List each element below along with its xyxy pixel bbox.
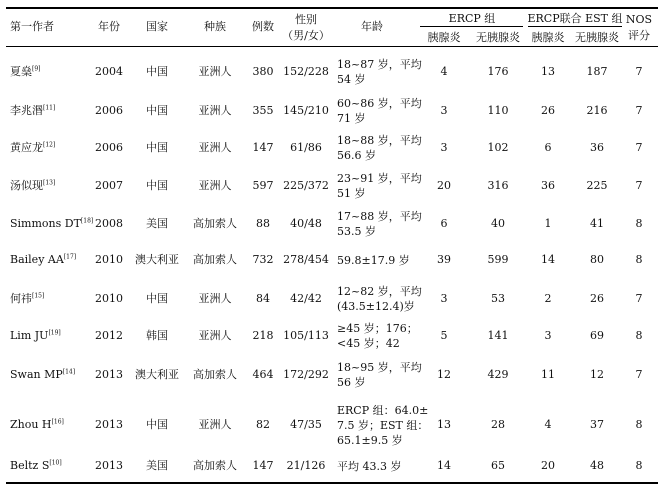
cell-sex: 278/454 (283, 253, 329, 266)
header-rule (6, 46, 658, 47)
cell-ercp-no-pancreatitis: 429 (487, 368, 509, 381)
cell-country: 韩国 (146, 329, 168, 342)
header-nos-score: 评分 (628, 29, 650, 42)
reference-mark: [11] (43, 104, 56, 112)
cell-country: 澳大利亚 (135, 368, 179, 381)
cell-ercp-no-pancreatitis: 141 (487, 329, 509, 342)
cell-est-no-pancreatitis: 41 (590, 217, 604, 230)
cell-author (10, 458, 62, 473)
cell-ercp-pancreatitis: 13 (437, 418, 451, 431)
cell-age-line: 23~91 岁，平均 (337, 172, 422, 185)
cell-country: 美国 (146, 217, 168, 230)
cell-age-line: 平均 43.3 岁 (337, 459, 402, 473)
cell-est-pancreatitis: 2 (544, 292, 552, 305)
cell-sex: 145/210 (283, 104, 329, 117)
header-est-pancreatitis: 胰腺炎 (531, 31, 565, 44)
cell-age-line: 17~88 岁，平均 (337, 210, 422, 223)
cell-year: 2013 (95, 418, 123, 431)
cell-age-line: 18~95 岁，平均 (337, 361, 422, 374)
cell-country: 中国 (146, 292, 168, 305)
cell-cases: 82 (256, 418, 270, 431)
cell-ercp-no-pancreatitis: 176 (487, 65, 509, 78)
reference-mark: [19] (48, 329, 61, 337)
header-ercp-pancreatitis: 胰腺炎 (427, 31, 461, 44)
header-year: 年份 (98, 20, 120, 33)
cell-est-pancreatitis: 26 (541, 104, 555, 117)
header-est-no-pancreatitis: 无胰腺炎 (575, 31, 619, 44)
cell-nos: 7 (635, 65, 643, 78)
header-author: 第一作者 (10, 20, 54, 33)
cell-race: 亚洲人 (198, 292, 232, 305)
author-name: Lim JU (10, 329, 49, 342)
header-ercp-no-pancreatitis: 无胰腺炎 (476, 31, 520, 44)
cell-age-line: (43.5±12.4)岁 (337, 300, 415, 313)
cell-age-line: 54 岁 (337, 73, 366, 86)
author-name: 夏燊 (10, 65, 32, 78)
cell-race: 高加索人 (193, 217, 237, 230)
cell-est-no-pancreatitis: 26 (590, 292, 604, 305)
cell-sex: 42/42 (290, 292, 322, 305)
header-est-group: ERCP联合 EST 组 (527, 12, 623, 25)
cell-author (10, 252, 76, 267)
cell-sex: 172/292 (283, 368, 329, 381)
cell-race: 亚洲人 (198, 329, 232, 342)
cell-author (10, 103, 55, 118)
header-nos: NOS (625, 13, 653, 26)
cell-nos: 8 (635, 253, 643, 266)
cell-est-no-pancreatitis: 37 (590, 418, 604, 431)
cell-est-no-pancreatitis: 225 (586, 179, 608, 192)
cell-age-line: 7.5 岁；EST 组： (337, 418, 429, 432)
cell-nos: 8 (635, 459, 643, 472)
cell-age-line: 53.5 岁 (337, 225, 376, 238)
cell-age-line: 60~86 岁，平均 (337, 97, 422, 110)
header-age: 年龄 (361, 20, 383, 33)
cell-cases: 147 (252, 459, 274, 472)
author-name: 何祎 (10, 292, 32, 305)
cell-nos: 7 (635, 179, 643, 192)
cell-ercp-pancreatitis: 12 (437, 368, 451, 381)
author-name: Zhou H (10, 418, 52, 431)
cell-cases: 88 (256, 217, 270, 230)
cell-ercp-no-pancreatitis: 53 (491, 292, 505, 305)
bottom-rule (6, 482, 658, 484)
cell-nos: 7 (635, 368, 643, 381)
ercp-group-rule (420, 26, 523, 27)
cell-ercp-pancreatitis: 3 (440, 292, 448, 305)
cell-ercp-no-pancreatitis: 28 (491, 418, 505, 431)
cell-age-line: 56.6 岁 (337, 149, 376, 162)
cell-year: 2013 (95, 368, 123, 381)
cell-sex: 61/86 (290, 141, 322, 154)
cell-race: 高加索人 (193, 253, 237, 266)
cell-est-no-pancreatitis: 69 (590, 329, 604, 342)
cell-est-no-pancreatitis: 12 (590, 368, 604, 381)
cell-est-no-pancreatitis: 187 (586, 65, 608, 78)
cell-est-pancreatitis: 1 (544, 217, 552, 230)
cell-age-line: 56 岁 (337, 376, 366, 389)
cell-est-no-pancreatitis: 80 (590, 253, 604, 266)
cell-country: 美国 (146, 459, 168, 472)
cell-author (10, 291, 44, 306)
header-sex-sub: （男/女） (282, 29, 330, 42)
cell-race: 亚洲人 (198, 65, 232, 78)
cell-nos: 7 (635, 141, 643, 154)
cell-est-pancreatitis: 14 (541, 253, 555, 266)
cell-ercp-pancreatitis: 39 (437, 253, 451, 266)
reference-mark: [15] (32, 292, 45, 300)
cell-sex: 47/35 (290, 418, 322, 431)
cell-est-pancreatitis: 11 (541, 368, 555, 381)
author-name: 李兆湣 (10, 104, 43, 117)
cell-race: 高加索人 (193, 459, 237, 472)
cell-cases: 380 (252, 65, 274, 78)
cell-ercp-pancreatitis: 14 (437, 459, 451, 472)
cell-author (10, 140, 55, 155)
reference-mark: [16] (51, 418, 64, 426)
cell-age-line: ≥45 岁；176； (337, 322, 418, 335)
cell-nos: 8 (635, 217, 643, 230)
cell-nos: 8 (635, 329, 643, 342)
cell-country: 中国 (146, 179, 168, 192)
reference-mark: [12] (43, 141, 56, 149)
cell-year: 2006 (95, 104, 123, 117)
cell-country: 中国 (146, 65, 168, 78)
cell-ercp-no-pancreatitis: 599 (487, 253, 509, 266)
reference-mark: [9] (32, 65, 41, 73)
cell-age-line: 65.1±9.5 岁 (337, 433, 403, 447)
cell-est-pancreatitis: 13 (541, 65, 555, 78)
cell-cases: 84 (256, 292, 270, 305)
reference-mark: [17] (63, 253, 77, 261)
cell-year: 2010 (95, 292, 123, 305)
cell-est-no-pancreatitis: 48 (590, 459, 604, 472)
author-name: Bailey AA (10, 253, 64, 266)
header-cases: 例数 (252, 20, 274, 33)
reference-mark: [10] (49, 459, 62, 467)
reference-mark: [18] (80, 217, 94, 225)
author-name: Swan MP (10, 368, 63, 381)
author-name: Beltz S (10, 459, 50, 472)
cell-age-line: <45 岁；42 (337, 337, 400, 350)
author-name: Simmons DT (10, 217, 81, 230)
cell-sex: 152/228 (283, 65, 329, 78)
cell-ercp-no-pancreatitis: 110 (487, 104, 509, 117)
cell-ercp-pancreatitis: 3 (440, 141, 448, 154)
cell-year: 2010 (95, 253, 123, 266)
cell-ercp-no-pancreatitis: 40 (491, 217, 505, 230)
cell-country: 中国 (146, 141, 168, 154)
cell-est-pancreatitis: 20 (541, 459, 555, 472)
cell-age-line: 59.8±17.9 岁 (337, 253, 410, 267)
cell-year: 2013 (95, 459, 123, 472)
cell-year: 2006 (95, 141, 123, 154)
cell-year: 2007 (95, 179, 123, 192)
cell-year: 2008 (95, 217, 123, 230)
cell-cases: 218 (252, 329, 274, 342)
top-rule (6, 7, 658, 9)
cell-cases: 464 (252, 368, 274, 381)
reference-mark: [14] (62, 368, 76, 376)
cell-age-line: 18~87 岁，平均 (337, 58, 422, 71)
cell-ercp-no-pancreatitis: 102 (487, 141, 509, 154)
cell-author (10, 178, 55, 193)
reference-mark: [13] (43, 179, 56, 187)
cell-author (10, 417, 64, 432)
cell-nos: 7 (635, 292, 643, 305)
cell-age-line: 12~82 岁，平均 (337, 285, 422, 298)
cell-country: 中国 (146, 104, 168, 117)
cell-est-pancreatitis: 3 (544, 329, 552, 342)
est-group-rule (528, 26, 622, 27)
cell-author (10, 64, 41, 79)
cell-year: 2004 (95, 65, 123, 78)
cell-ercp-pancreatitis: 4 (440, 65, 448, 78)
cell-age-line: 71 岁 (337, 112, 366, 125)
author-name: 黄应龙 (10, 141, 43, 154)
cell-ercp-pancreatitis: 3 (440, 104, 448, 117)
cell-cases: 147 (252, 141, 274, 154)
header-ercp-group: ERCP 组 (448, 12, 496, 25)
cell-nos: 7 (635, 104, 643, 117)
cell-age-line: 18~88 岁，平均 (337, 134, 422, 147)
cell-sex: 40/48 (290, 217, 322, 230)
cell-race: 亚洲人 (198, 104, 232, 117)
cell-author (10, 328, 61, 343)
cell-author (10, 367, 75, 382)
cell-est-pancreatitis: 6 (544, 141, 552, 154)
cell-est-no-pancreatitis: 36 (590, 141, 604, 154)
cell-est-no-pancreatitis: 216 (586, 104, 608, 117)
cell-ercp-pancreatitis: 20 (437, 179, 451, 192)
header-race: 种族 (204, 20, 226, 33)
cell-cases: 732 (252, 253, 274, 266)
cell-sex: 225/372 (283, 179, 329, 192)
cell-age-line: 51 岁 (337, 187, 366, 200)
cell-cases: 355 (252, 104, 274, 117)
cell-age-line: ERCP 组：64.0± (337, 403, 429, 417)
cell-country: 中国 (146, 418, 168, 431)
cell-race: 高加索人 (193, 368, 237, 381)
cell-nos: 8 (635, 418, 643, 431)
cell-ercp-pancreatitis: 5 (440, 329, 448, 342)
header-country: 国家 (146, 20, 168, 33)
cell-race: 亚洲人 (198, 418, 232, 431)
header-sex: 性别 (295, 13, 317, 26)
cell-sex: 105/113 (283, 329, 329, 342)
cell-country: 澳大利亚 (135, 253, 179, 266)
cell-year: 2012 (95, 329, 123, 342)
cell-cases: 597 (252, 179, 274, 192)
cell-ercp-pancreatitis: 6 (440, 217, 448, 230)
cell-ercp-no-pancreatitis: 65 (491, 459, 505, 472)
cell-race: 亚洲人 (198, 179, 232, 192)
cell-ercp-no-pancreatitis: 316 (487, 179, 509, 192)
cell-sex: 21/126 (286, 459, 326, 472)
author-name: 汤似现 (10, 179, 43, 192)
cell-race: 亚洲人 (198, 141, 232, 154)
cell-est-pancreatitis: 4 (544, 418, 552, 431)
cell-author (10, 216, 93, 231)
cell-est-pancreatitis: 36 (541, 179, 555, 192)
